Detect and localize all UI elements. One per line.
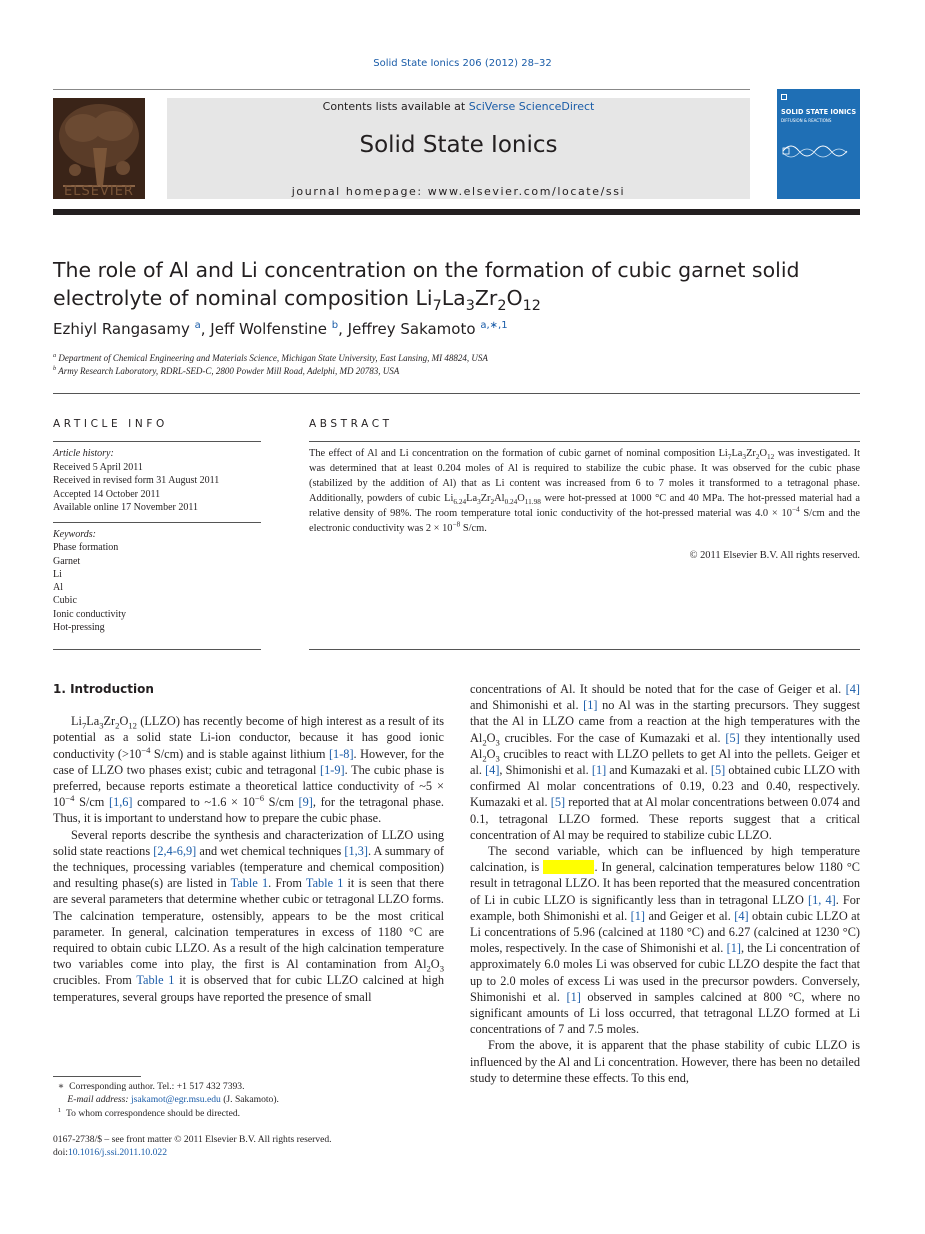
table-link[interactable]: Table 1: [136, 973, 175, 988]
citation-link[interactable]: [4]: [485, 763, 500, 778]
table-link[interactable]: Table 1: [305, 876, 344, 891]
citation-link[interactable]: [1, 4]: [807, 892, 836, 907]
author-affiliation-sup[interactable]: a: [194, 320, 201, 331]
keywords: [53, 528, 126, 634]
citation-link[interactable]: [1-8]: [328, 746, 354, 761]
article-info-rule: [53, 441, 261, 442]
publisher-wordmark: ELSEVIER: [64, 184, 134, 199]
history-item: Received 5 April 2011: [53, 461, 143, 473]
citation-link[interactable]: [4]: [734, 908, 749, 923]
footnote-rule: [53, 1076, 141, 1077]
paragraph: $Li_7La_3Zr_2O_{12}$ (LLZO) has recently become of high interest as a result of its potential as a solid state Li-ion conductor, because it has good ionic conductivity ($>10^{-4}$ S/cm) and is stable against lithium [1-8]. However, for the case of LLZO two phases exist; cubic and tetragonal [1-9]. The cubic phase is preferred, because reports estimate a theoretical lattice conductivity of ~5 × $10^{-4}$ S/cm [1,6] compared to ~1.6 × $10^{-6}$ S/cm [9], for the tetragonal phase. Thus, it is important to understand how to prepare the cubic phase.: [53, 714, 444, 826]
citation-link[interactable]: [1]: [630, 908, 645, 923]
citation-link[interactable]: [2,4-6,9]: [153, 843, 197, 858]
cover-title: SOLID STATE IONICS: [781, 108, 857, 116]
history-item: Received in revised form 31 August 2011: [53, 475, 220, 486]
title-text: The role of Al and Li concentration on the formation of cubic garnet solid electrolyte of nominal composition Li: [53, 258, 800, 310]
cover-wave-icon: [781, 139, 857, 163]
citation-link[interactable]: [1]: [583, 698, 598, 713]
affiliation: [53, 353, 488, 363]
history-item: Accepted 14 October 2011: [53, 488, 161, 500]
affiliation-text: Department of Chemical Engineering and Materials Science, Michigan State University, East Lansing, MI 48824, USA: [58, 353, 488, 363]
citation-link[interactable]: [5]: [550, 795, 566, 810]
keyword: Ionic conductivity: [53, 608, 127, 620]
keyword: Garnet: [53, 555, 81, 567]
citation-link[interactable]: [5]: [725, 730, 740, 745]
abstract-rule: [309, 441, 860, 442]
section-rule: [53, 393, 860, 394]
doi-label: doi:: [53, 1147, 68, 1159]
abstract-copyright: © 2011 Elsevier B.V. All rights reserved.: [689, 550, 860, 561]
keyword: Phase formation: [53, 542, 119, 554]
keyword: Li: [53, 568, 62, 580]
history-item: Available online 17 November 2011: [53, 502, 198, 513]
journal-homepage[interactable]: journal homepage: www.elsevier.com/locate/ssi: [291, 185, 626, 198]
abstract-text: The effect of Al and Li concentration on the formation of cubic garnet of nominal composition $Li_7La_3Zr_2O_{12}$ was investigated. It was determined that at least 0.204 moles of Al is required to stabilize the cubic phase. It was observed for the cubic phase (stabilized by the addition of Al) that as Li content was increased from 6 to 7 moles it transformed to a tetragonal phase. Additionally, powders of cubic $Li_{6.24}La_3Zr_2Al_{0.24}O_{11.98}$ were hot-pressed at 1000 °C and 40 MPa. The hot-pressed material had a relative density of 98%. The room temperature total ionic conductivity of the hot-pressed material was $4.0 \times 10^{-4}$ S/cm and the electronic conductivity was $2 \times 10^{-8}$ S/cm.: [309, 448, 861, 534]
article-title: The role of Al and Li concentration on the formation of cubic garnet solid electrolyte of nominal composition $Li_7La_3Zr_2O_{12}$: [53, 258, 800, 315]
doi-line: [53, 1146, 332, 1159]
citation-link[interactable]: [1]: [726, 941, 741, 956]
citation-link[interactable]: [9]: [298, 795, 313, 810]
section-heading: 1. Introduction: [53, 682, 154, 696]
history-label: Article history:: [53, 448, 114, 459]
footnotes: [53, 1080, 279, 1120]
affiliation-text: Army Research Laboratory, RDRL-SED-C, 2800 Powder Mill Road, Adelphi, MD 20783, USA: [58, 366, 400, 376]
affiliation: [53, 366, 399, 376]
email-suffix: (J. Sakamoto).: [220, 1094, 279, 1106]
citation-link[interactable]: [1,6]: [108, 795, 133, 810]
header-rule: [53, 89, 750, 90]
citation-link[interactable]: [1,3]: [344, 843, 368, 858]
keyword: Al: [53, 582, 63, 594]
author-affiliation-sup[interactable]: b: [331, 320, 339, 331]
citation-link[interactable]: [1]: [591, 763, 607, 778]
email-link[interactable]: jsakamot@egr.msu.edu: [131, 1094, 221, 1106]
contents-line: [167, 100, 750, 113]
paragraph: Several reports describe the synthesis and characterization of LLZO using solid state reactions [2,4-6,9] and wet chemical techniques [1,3]. A summary of the techniques, processing variables (temperature and chemical composition) and resulting phase(s) are listed in Table 1. From Table 1 it is seen that there are several parameters that determine whether cubic or tetragonal LLZO forms. The calcination temperature, ostensibly, appears to be the most critical parameter. In general, calcination temperatures in excess of 1180 °C are required to obtain cubic LLZO. As a result of the high calcination temperature two variables come into play, the first is Al contamination from $Al_2O_3$ crucibles. From Table 1 it is observed that for cubic LLZO calcined at high temperatures, several groups have reported the presence of small: [53, 827, 445, 1004]
footnote-corresponding: ∗ Corresponding author. Tel.: +1 517 432 7393.: [53, 1081, 245, 1092]
footnote-email: [53, 1093, 279, 1106]
front-matter: [53, 1133, 332, 1160]
cover-subtitle: DIFFUSION & REACTIONS: [781, 118, 832, 123]
abstract-heading: ABSTRACT: [309, 418, 393, 430]
doi-link[interactable]: 10.1016/j.ssi.2011.10.022: [67, 1147, 167, 1159]
keywords-label: Keywords:: [53, 529, 96, 540]
email-label: E-mail address:: [67, 1094, 131, 1106]
affiliation-sup: a: [53, 352, 57, 359]
keyword: Hot-pressing: [53, 622, 105, 634]
paragraph: From the above, it is apparent that the phase stability of cubic LLZO is influenced by the Al and Li concentration. However, there has been no detailed study to determine these effects. To this end,: [470, 1038, 860, 1085]
author-affiliation-sup[interactable]: a,∗,1: [480, 320, 508, 331]
body-column-right: [470, 681, 860, 1086]
cover-emblem-icon: [781, 94, 787, 100]
author-name: , Jeff Wolfenstine: [200, 320, 327, 338]
citation-link[interactable]: [5]: [710, 763, 726, 778]
highlight-mark: Li content: [543, 860, 595, 875]
footnote-text: Corresponding author. Tel.: +1 517 432 7393.: [69, 1081, 245, 1092]
paragraph: concentrations of Al. It should be noted that for the case of Geiger et al. [4] and Shimonishi et al. [1] no Al was in the starting precursors. They suggest that the Al in LLZO came from a reaction at the high temperatures with the $Al_2O_3$ crucibles. For the case of Kumazaki et al. [5] they intentionally used $Al_2O_3$ crucibles to react with LLZO pellets to get Al into the pellets. Geiger et al. [4], Shimonishi et al. [1] and Kumazaki et al. [5] obtained cubic LLZO with confirmed Al molar concentrations of 0.19, 0.23 and 0.40, respectively. Kumazaki et al. [5] reported that at Al molar concentrations between 0.074 and 0.1, tetragonal LLZO formed. These reports suggest that a critical concentration of Al may be required to stabilize cubic LLZO.: [470, 682, 861, 842]
affiliation-sup: b: [53, 365, 57, 372]
table-link[interactable]: Table 1: [230, 876, 269, 891]
contents-prefix: Contents lists available at: [322, 100, 469, 113]
article-info-rule: [53, 649, 261, 650]
citation-link[interactable]: [4]: [845, 682, 860, 696]
body-column-left: [53, 681, 444, 1005]
elsevier-logo: [53, 98, 145, 199]
footnote-note: $^1$ To whom correspondence should be directed.: [57, 1106, 241, 1119]
footnote-text: To whom correspondence should be directed.: [65, 1107, 241, 1119]
journal-name: Solid State Ionics: [359, 132, 558, 158]
article-info-rule: [53, 522, 261, 523]
journal-cover: [777, 89, 860, 199]
article-info-heading: ARTICLE INFO: [53, 418, 168, 430]
citation-link[interactable]: [1]: [566, 989, 581, 1004]
journal-masthead: [167, 98, 750, 199]
author-name: Ezhiyl Rangasamy: [53, 320, 190, 338]
article-history: [53, 447, 219, 515]
issn-line: 0167-2738/$ – see front matter © 2011 Elsevier B.V. All rights reserved.: [53, 1134, 332, 1145]
sciencedirect-link[interactable]: SciVerse ScienceDirect: [468, 100, 595, 113]
author-list: [53, 320, 508, 338]
journal-citation[interactable]: Solid State Ionics 206 (2012) 28–32: [373, 58, 552, 69]
author-name: , Jeffrey Sakamoto: [338, 320, 476, 338]
keyword: Cubic: [53, 595, 77, 607]
header-thick-rule: [53, 209, 860, 215]
paragraph: The second variable, which can be influenced by high temperature calcination, is Li content. In general, calcination temperatures below 1180 °C result in tetragonal LLZO. It has been reported that the measured concentration of Li in cubic LLZO is significantly less than in tetragonal LLZO [1, 4]. For example, both Shimonishi et al. [1] and Geiger et al. [4] obtain cubic LLZO at Li concentrations of 5.96 (calcined at 1180 °C) and 6.27 (calcined at 1230 °C) moles, respectively. In the case of Shimonishi et al. [1], the Li concentration of approximately 6.0 moles Li was observed for cubic LLZO despite the fact that up to 2.0 moles of excess Li was used in the precursor powders. Conversely, Shimonishi et al. [1] observed in samples calcined at 800 °C, where no significant amounts of Li loss occurred, that tetragonal LLZO formed at Li concentrations of 7 and 7.5 moles.: [470, 844, 861, 1037]
citation-link[interactable]: [1-9]: [320, 762, 345, 777]
abstract-rule: [309, 649, 860, 650]
